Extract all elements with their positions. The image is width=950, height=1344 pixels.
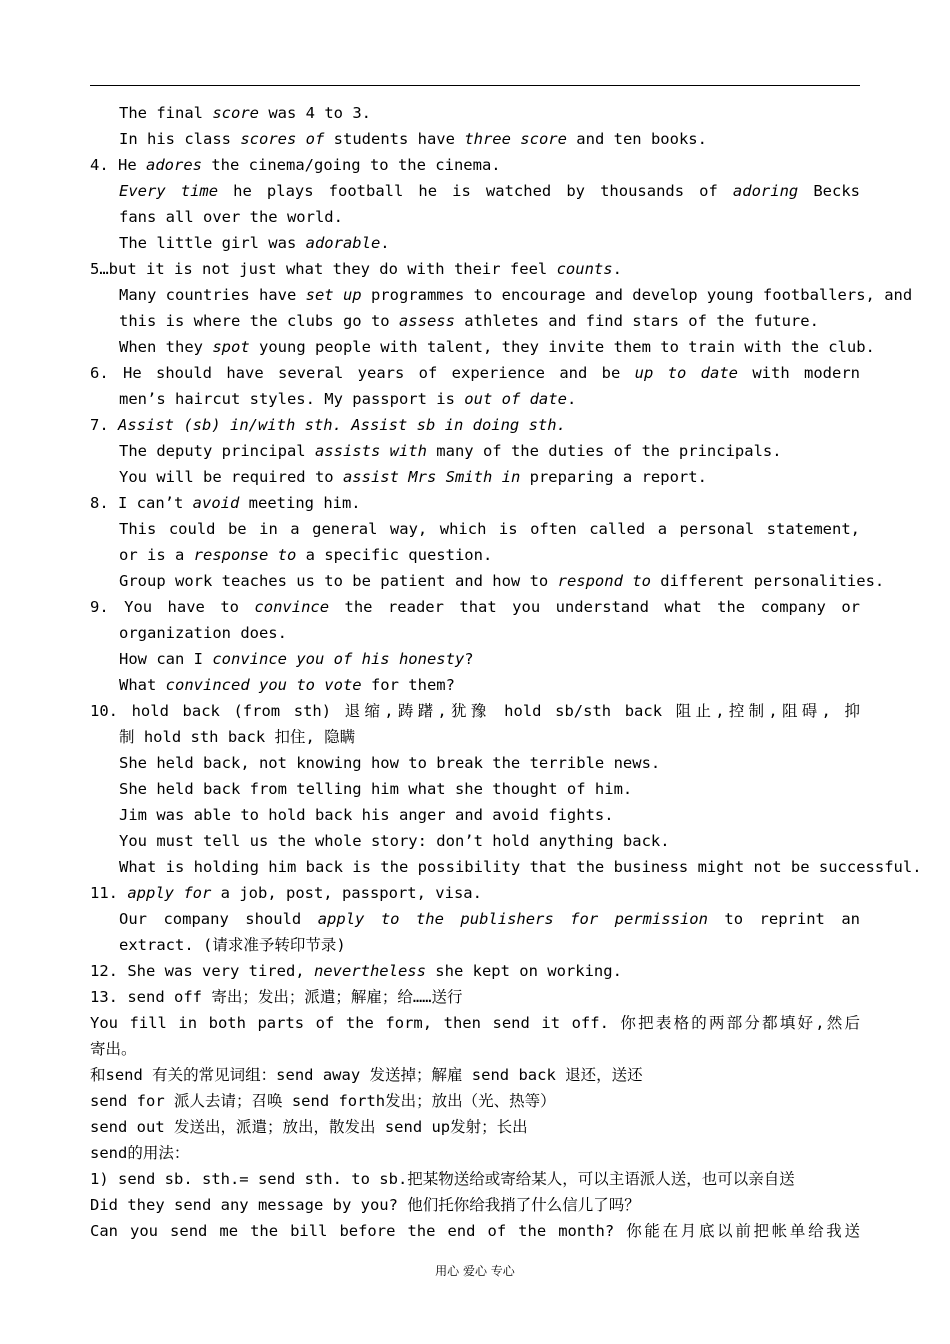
italic-phrase: apply for xyxy=(127,884,212,902)
text-segment: 7. xyxy=(90,416,118,434)
text-segment: . xyxy=(612,260,622,278)
text-segment: The little girl was xyxy=(119,234,306,252)
text-segment: meeting him. xyxy=(239,494,361,512)
text-segment: 制 hold sth back 扣住, 隐瞒 xyxy=(119,728,356,746)
text-segment: different personalities. xyxy=(650,572,885,590)
text-segment: Group work teaches us to be patient and how to xyxy=(119,572,558,590)
italic-phrase: respond to xyxy=(557,572,651,590)
text-line xyxy=(90,932,860,958)
italic-phrase: convince xyxy=(254,598,330,616)
text-line xyxy=(90,906,860,932)
text-line xyxy=(90,1114,860,1140)
text-line xyxy=(90,126,860,152)
text-segment: How can I xyxy=(119,650,213,668)
text-segment: 4. He xyxy=(90,156,146,174)
text-line xyxy=(90,750,860,776)
text-segment: with modern xyxy=(738,364,860,382)
text-line xyxy=(90,334,875,360)
italic-phrase: adoring xyxy=(732,182,799,200)
text-line xyxy=(90,178,860,204)
italic-phrase: convinced you to vote xyxy=(165,676,362,694)
italic-phrase: assist Mrs Smith in xyxy=(342,468,521,486)
text-segment: 11. xyxy=(90,884,128,902)
text-line xyxy=(90,256,860,282)
text-segment: You must tell us the whole story: don’t hold anything back. xyxy=(119,832,670,850)
text-line xyxy=(90,412,860,438)
text-line xyxy=(90,984,860,1010)
text-segment: What is holding him back is the possibility that the business might not be successful. xyxy=(119,858,922,876)
text-segment: 10. hold back (from sth) 退缩,踌躇,犹豫 hold sb/sth back 阻止,控制,阻碍, 抑 xyxy=(90,702,860,720)
italic-phrase: response to xyxy=(193,546,297,564)
text-segment: was 4 to 3. xyxy=(259,104,371,122)
text-segment: send out 发送出，派遣；放出，散发出 send up发射；长出 xyxy=(90,1118,528,1136)
text-segment: 和send 有关的常见词组：send away 发送掉；解雇 send back 退还，送还 xyxy=(90,1066,643,1084)
italic-phrase: Assist (sb) in/with sth. Assist sb in doing sth. xyxy=(118,416,566,434)
text-segment: send for 派人去请；召唤 send forth发出；放出（光、热等） xyxy=(90,1092,556,1110)
text-line xyxy=(90,438,860,464)
text-segment: a job, post, passport, visa. xyxy=(211,884,482,902)
italic-phrase: apply to the publishers for permission xyxy=(317,910,708,928)
text-segment: 1) send sb. sth.= send sth. to sb.把某物送给或寄给某人，可以主语派人送，也可以亲自送 xyxy=(90,1170,795,1188)
text-line xyxy=(90,230,860,256)
italic-phrase: adores xyxy=(146,156,202,174)
text-line xyxy=(90,594,860,620)
text-segment: ? xyxy=(464,650,474,668)
italic-phrase: assists with xyxy=(314,442,427,460)
text-segment: 12. She was very tired, xyxy=(90,962,314,980)
text-segment: You fill in both parts of the form, then send it off. 你把表格的两部分都填好,然后 xyxy=(90,1014,860,1032)
text-line xyxy=(90,1218,860,1244)
text-segment: 9. You have to xyxy=(90,598,255,616)
text-line xyxy=(90,1088,860,1114)
text-segment: 5…but it is not just what they do with their feel xyxy=(90,260,557,278)
text-segment: athletes and find stars of the future. xyxy=(454,312,819,330)
italic-phrase: adorable xyxy=(305,234,381,252)
text-line xyxy=(90,802,860,828)
text-line xyxy=(90,724,860,750)
text-segment: or is a xyxy=(119,546,194,564)
text-segment: . xyxy=(380,234,390,252)
text-segment: She held back from telling him what she thought of him. xyxy=(119,780,633,798)
text-segment: preparing a report. xyxy=(520,468,707,486)
text-line xyxy=(90,386,860,412)
text-segment: to reprint an xyxy=(707,910,861,928)
text-segment: Becks xyxy=(798,182,860,200)
text-segment: The final xyxy=(119,104,213,122)
text-line xyxy=(90,880,860,906)
text-line xyxy=(90,1166,860,1192)
text-segment: for them? xyxy=(361,676,455,694)
text-line xyxy=(90,672,860,698)
text-segment: . xyxy=(566,390,577,408)
text-line xyxy=(90,620,860,646)
text-line xyxy=(90,1036,860,1062)
text-segment: 寄出。 xyxy=(90,1040,137,1058)
text-segment: the reader that you understand what the company or xyxy=(329,598,860,616)
italic-phrase: convince you of his honesty xyxy=(212,650,465,668)
italic-phrase: spot xyxy=(212,338,250,356)
text-line xyxy=(90,958,860,984)
italic-phrase: set up xyxy=(305,286,362,304)
document-body xyxy=(90,100,922,1244)
text-line xyxy=(90,828,860,854)
text-line xyxy=(90,1010,860,1036)
text-segment: extract. (请求准予转印节录) xyxy=(119,936,346,954)
italic-phrase: score xyxy=(212,104,259,122)
text-line xyxy=(90,1192,860,1218)
text-line xyxy=(90,464,860,490)
text-line xyxy=(90,360,860,386)
text-line xyxy=(90,204,860,230)
text-segment: In his class xyxy=(119,130,241,148)
text-segment: 6. He should have several years of experience and be xyxy=(90,364,635,382)
italic-phrase: counts xyxy=(556,260,613,278)
text-segment: he plays football he is watched by thousands of xyxy=(218,182,733,200)
text-line xyxy=(90,1062,860,1088)
text-line xyxy=(90,490,860,516)
italic-phrase: up to date xyxy=(634,364,738,382)
text-line xyxy=(90,698,860,724)
text-segment: programmes to encourage and develop young footballers, and xyxy=(361,286,913,304)
text-segment: The deputy principal xyxy=(119,442,315,460)
text-segment: fans all over the world. xyxy=(119,208,343,226)
text-segment: send的用法： xyxy=(90,1144,190,1162)
italic-phrase: three score xyxy=(464,130,567,148)
text-segment: This could be in a general way, which is often called a personal statement, xyxy=(119,520,860,538)
text-line xyxy=(90,1140,860,1166)
text-segment: When they xyxy=(119,338,213,356)
text-segment: Can you send me the bill before the end of the month? 你能在月底以前把帐单给我送 xyxy=(90,1222,860,1240)
italic-phrase: nevertheless xyxy=(313,962,426,980)
text-segment: many of the duties of the principals. xyxy=(426,442,782,460)
text-line xyxy=(90,282,913,308)
italic-phrase: out of date xyxy=(464,390,567,408)
italic-phrase: avoid xyxy=(192,494,240,512)
text-segment: a specific question. xyxy=(296,546,493,564)
text-line xyxy=(90,152,860,178)
text-segment: the cinema/going to the cinema. xyxy=(202,156,501,174)
text-line xyxy=(90,568,885,594)
page-footer: 用心 爱心 专心 xyxy=(435,1264,515,1278)
text-segment: organization does. xyxy=(119,624,287,642)
text-segment: students have xyxy=(324,130,465,148)
text-segment: young people with talent, they invite them to train with the club. xyxy=(249,338,875,356)
text-segment: Our company should xyxy=(119,910,318,928)
text-line xyxy=(90,542,860,568)
italic-phrase: scores of xyxy=(240,130,325,148)
text-segment: Many countries have xyxy=(119,286,306,304)
text-line xyxy=(90,516,860,542)
italic-phrase: Every time xyxy=(119,182,219,200)
text-line xyxy=(90,308,860,334)
text-line xyxy=(90,854,922,880)
text-segment: What xyxy=(119,676,166,694)
text-segment: men’s haircut styles. My passport is xyxy=(119,390,465,408)
text-segment: 13. send off 寄出；发出；派遣；解雇；给……送行 xyxy=(90,988,463,1006)
italic-phrase: assess xyxy=(398,312,455,330)
text-line xyxy=(90,776,860,802)
text-segment: Jim was able to hold back his anger and avoid fights. xyxy=(119,806,614,824)
text-segment: she kept on working. xyxy=(425,962,622,980)
text-segment: You will be required to xyxy=(119,468,343,486)
text-line xyxy=(90,100,860,126)
header-rule xyxy=(90,85,860,86)
text-segment: She held back, not knowing how to break the terrible news. xyxy=(119,754,661,772)
text-segment: and ten books. xyxy=(566,130,707,148)
text-segment: this is where the clubs go to xyxy=(119,312,399,330)
text-segment: Did they send any message by you? 他们托你给我捎了什么信儿了吗？ xyxy=(90,1196,640,1214)
text-segment: 8. I can’t xyxy=(90,494,193,512)
text-line xyxy=(90,646,860,672)
